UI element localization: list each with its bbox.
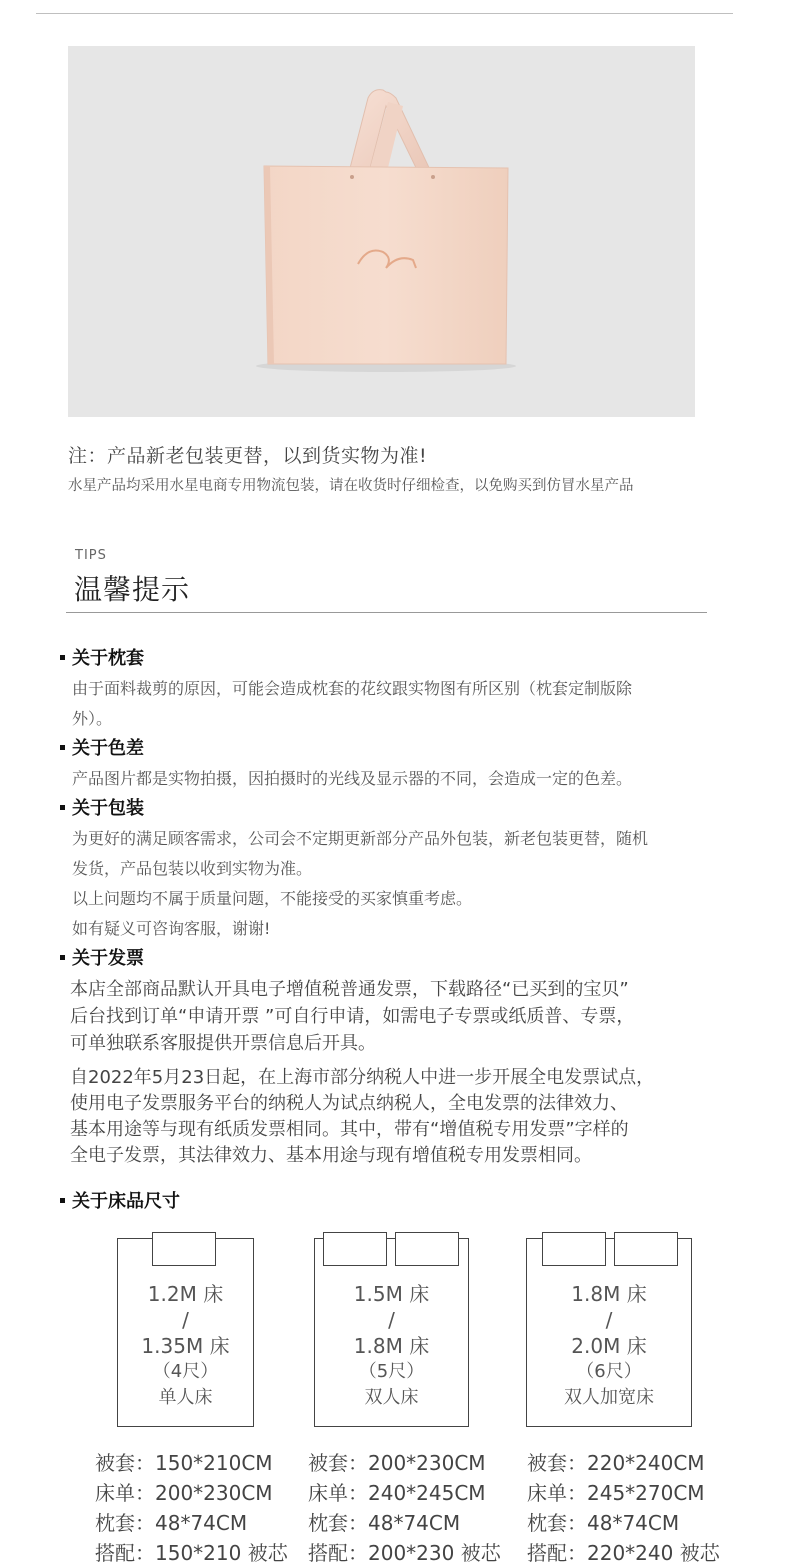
bed-spec-line: 床单：240*245CM <box>308 1481 486 1505</box>
bullet-icon <box>60 955 65 960</box>
bed-diagram-single <box>117 1238 254 1427</box>
tips-label: TIPS <box>75 548 107 563</box>
invoice-pilot-line: 基本用途等与现有纸质发票相同。其中，带有“增值税专用发票”字样的 <box>70 1119 629 1140</box>
section-invoice-title: 关于发票 <box>60 944 144 970</box>
package-text-line: 以上问题均不属于质量问题，不能接受的买家慎重考虑。 <box>72 889 473 908</box>
package-text-line: 为更好的满足顾客需求，公司会不定期更新部分产品外包装，新老包装更替，随机 <box>72 829 649 848</box>
packaging-note-title: 注：产品新老包装更替，以到货实物为准! <box>68 445 428 467</box>
bed-size-label: 1.2M 床 / 1.35M 床 （4尺） 单人床 <box>141 1282 230 1408</box>
bed-spec-line: 搭配：220*240 被芯 <box>527 1541 720 1565</box>
bed-spec-line: 床单：245*270CM <box>527 1481 705 1505</box>
section-package-title: 关于包装 <box>60 794 144 820</box>
pillow-icon <box>542 1232 606 1266</box>
invoice-text-line: 可单独联系客服提供开票信息后开具。 <box>70 1033 376 1054</box>
bed-spec-line: 枕套：48*74CM <box>95 1511 248 1535</box>
section-bed-size-title: 关于床品尺寸 <box>60 1187 180 1213</box>
bed-size-label: 1.8M 床 / 2.0M 床 （6尺） 双人加宽床 <box>564 1282 654 1408</box>
bed-spec-line: 被套：200*230CM <box>308 1451 486 1475</box>
tips-divider <box>66 612 707 613</box>
invoice-pilot-line: 使用电子发票服务平台的纳税人为试点纳税人，全电发票的法律效力、 <box>70 1093 628 1114</box>
bed-spec-line: 被套：220*240CM <box>527 1451 705 1475</box>
invoice-text-line: 本店全部商品默认开具电子增值税普通发票，下载路径“已买到的宝贝” <box>70 979 629 1000</box>
packaging-note-subtitle: 水星产品均采用水星电商专用物流包装，请在收货时仔细检查，以免购买到仿冒水星产品 <box>68 478 634 494</box>
bed-spec-line: 被套：150*210CM <box>95 1451 273 1475</box>
bed-diagram-king <box>526 1238 692 1427</box>
pillow-icon <box>152 1232 216 1266</box>
pillowcase-text-line: 由于面料裁剪的原因，可能会造成枕套的花纹跟实物图有所区别（枕套定制版除 <box>72 679 633 698</box>
package-text-line: 如有疑义可咨询客服，谢谢! <box>72 919 271 938</box>
bed-size-label: 1.5M 床 / 1.8M 床 （5尺） 双人床 <box>353 1282 430 1408</box>
top-divider <box>36 13 733 14</box>
bed-diagram-double <box>314 1238 469 1427</box>
invoice-pilot-line: 自2022年5月23日起，在上海市部分纳税人中进一步开展全电发票试点， <box>70 1067 655 1088</box>
invoice-pilot-line: 全电子发票，其法律效力、基本用途与现有增值税专用发票相同。 <box>70 1145 592 1166</box>
bullet-icon <box>60 745 65 750</box>
package-text-line: 发货，产品包装以收到实物为准。 <box>72 859 313 878</box>
pillowcase-text-line: 外）。 <box>72 709 113 728</box>
bed-spec-line: 枕套：48*74CM <box>527 1511 680 1535</box>
bed-spec-line: 搭配：200*230 被芯 <box>308 1541 501 1565</box>
bullet-icon <box>60 655 65 660</box>
bullet-icon <box>60 805 65 810</box>
tips-title: 温馨提示 <box>74 573 191 606</box>
pillow-icon <box>395 1232 459 1266</box>
color-text-line: 产品图片都是实物拍摄，因拍摄时的光线及显示器的不同，会造成一定的色差。 <box>72 769 633 788</box>
section-pillowcase-title: 关于枕套 <box>60 644 144 670</box>
bullet-icon <box>60 1198 65 1203</box>
bed-spec-line: 枕套：48*74CM <box>308 1511 461 1535</box>
section-color-title: 关于色差 <box>60 734 144 760</box>
bed-spec-line: 床单：200*230CM <box>95 1481 273 1505</box>
invoice-text-line: 后台找到订单“申请开票 ”可自行申请，如需电子专票或纸质普、专票， <box>70 1006 635 1027</box>
pillow-icon <box>614 1232 678 1266</box>
product-packaging-photo <box>68 46 695 417</box>
bed-spec-line: 搭配：150*210 被芯 <box>95 1541 288 1565</box>
pillow-icon <box>323 1232 387 1266</box>
